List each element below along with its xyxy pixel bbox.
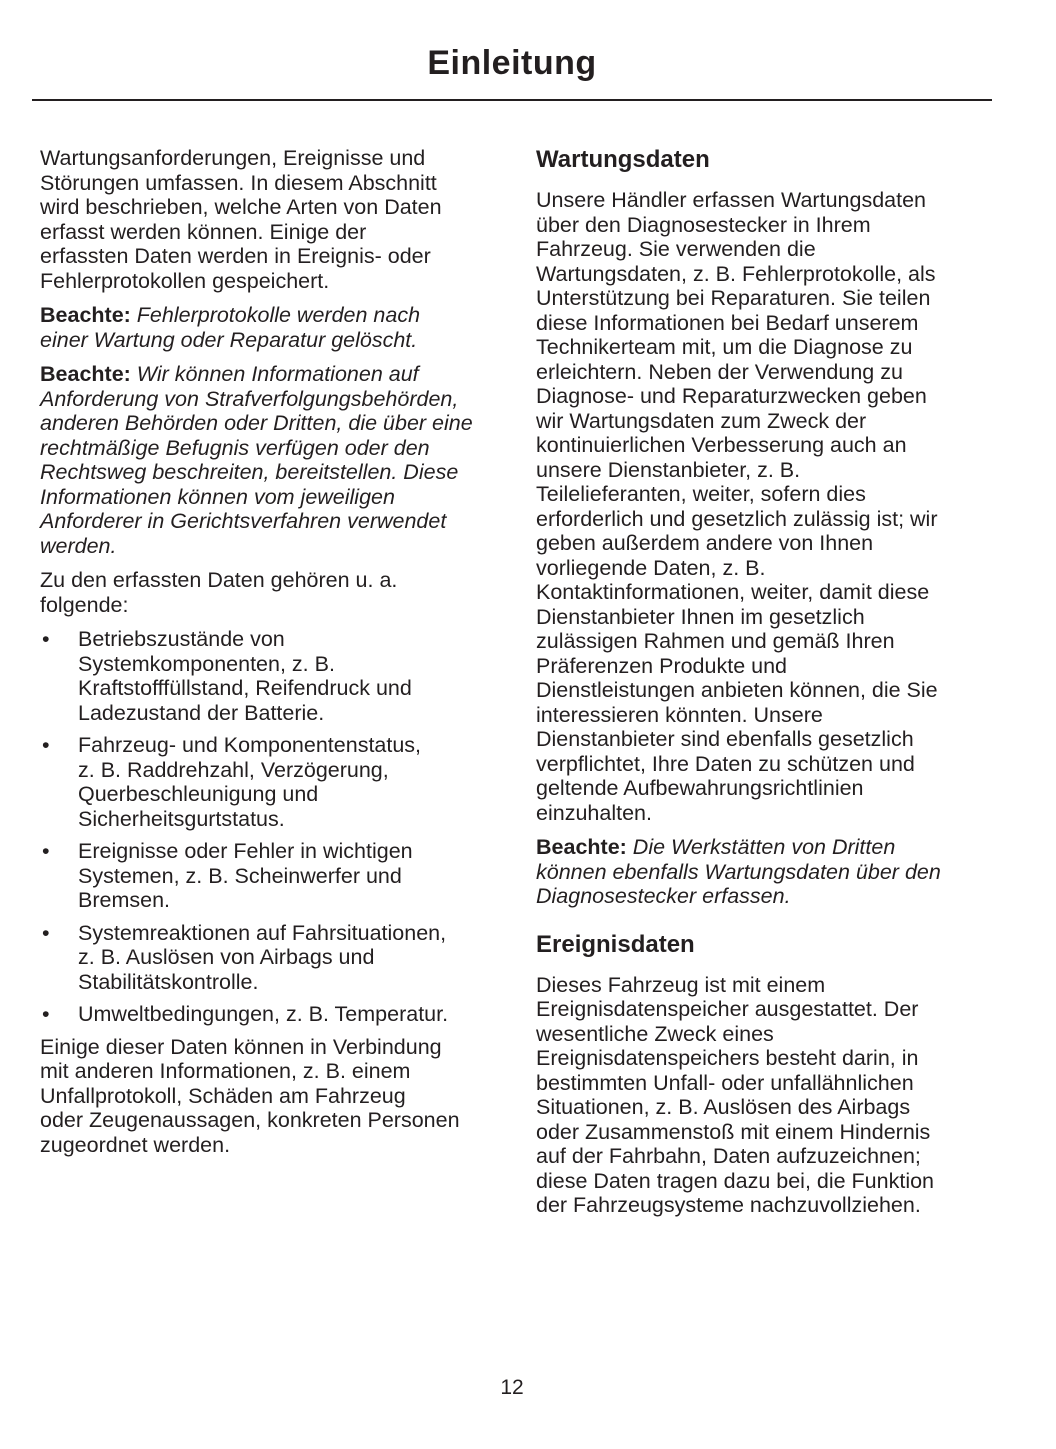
body-paragraph	[40, 1035, 510, 1158]
text-line: zugeordnet werden.	[40, 1132, 231, 1157]
text-line: interessieren könnten. Unsere	[536, 702, 823, 727]
note-text: rechtmäßige Befugnis verfügen oder den	[40, 435, 430, 460]
note-text: Anforderung von Strafverfolgungsbehörden,	[40, 386, 459, 411]
note-line	[40, 362, 510, 387]
text-line: über den Diagnosestecker in Ihrem	[536, 212, 871, 237]
note-line	[40, 436, 510, 461]
body-paragraph	[536, 188, 1006, 825]
note-line	[536, 835, 1006, 860]
bullet-item	[40, 921, 510, 995]
note-label: Beachte:	[40, 362, 131, 386]
note-text: Wir können Informationen auf	[136, 362, 419, 386]
text-line: Teilelieferanten, weiter, sofern dies	[536, 482, 866, 506]
note-line	[40, 534, 510, 559]
note-paragraph	[40, 303, 510, 352]
bullet-line: Querbeschleunigung und	[78, 782, 319, 806]
note-line	[40, 460, 510, 485]
text-line: bestimmten Unfall- oder unfallähnlichen	[536, 1070, 914, 1095]
text-line: Unsere Händler erfassen Wartungsdaten	[536, 188, 926, 212]
left-column	[40, 146, 510, 1167]
text-line: mit anderen Informationen, z. B. einem	[40, 1059, 411, 1083]
note-text: Anforderer in Gerichtsverfahren verwendet	[40, 509, 447, 533]
text-line: Unterstützung bei Reparaturen. Sie teilen	[536, 286, 931, 310]
bullet-icon: •	[42, 733, 50, 757]
bullet-line: Bremsen.	[78, 888, 171, 912]
section-heading: Ereignisdaten	[536, 930, 695, 958]
text-line: oder Zusammenstoß mit einem Hindernis	[536, 1119, 931, 1144]
bullet-line: Fahrzeug- und Komponentenstatus,	[78, 733, 422, 757]
note-paragraph	[536, 835, 1006, 909]
text-line: Dienstleistungen anbieten können, die Sie	[536, 678, 938, 702]
text-line: Wartungsanforderungen, Ereignisse und	[40, 146, 426, 170]
text-line: Zu den erfassten Daten gehören u. a.	[40, 568, 398, 592]
bullet-icon: •	[42, 839, 50, 863]
text-line: erfasst werden können. Einige der	[40, 219, 367, 244]
bullet-line: Ereignisse oder Fehler in wichtigen	[78, 839, 413, 863]
text-line: Ereignisdatenspeicher ausgestattet. Der	[536, 997, 919, 1021]
text-line: oder Zeugenaussagen, konkreten Personen	[40, 1108, 460, 1132]
right-column	[536, 146, 1006, 1228]
text-line: Situationen, z. B. Auslösen des Airbags	[536, 1095, 911, 1119]
text-line: Unfallprotokoll, Schäden am Fahrzeug	[40, 1083, 406, 1108]
text-line: Einige dieser Daten können in Verbindung	[40, 1034, 442, 1059]
note-text: Informationen können vom jeweiligen	[40, 484, 395, 509]
text-line: Präferenzen Produkte und	[536, 653, 787, 678]
note-line	[40, 509, 510, 534]
note-line	[40, 328, 510, 353]
note-text: einer Wartung oder Reparatur gelöscht.	[40, 327, 418, 352]
text-line: Dieses Fahrzeug ist mit einem	[536, 972, 826, 997]
bullet-line: Kraftstofffüllstand, Reifendruck und	[78, 676, 412, 700]
text-line: kontinuierlichen Verbesserung auch an	[536, 433, 907, 457]
note-label: Beachte:	[40, 303, 131, 327]
note-line	[40, 485, 510, 510]
text-line: Diagnose- und Reparaturzwecken geben	[536, 384, 927, 408]
bullet-line: z. B. Auslösen von Airbags und	[78, 945, 375, 969]
note-text: Die Werkstätten von Dritten	[632, 835, 896, 859]
bullet-line: z. B. Raddrehzahl, Verzögerung,	[78, 757, 389, 782]
bullet-line: Systemreaktionen auf Fahrsituationen,	[78, 920, 447, 945]
title-divider	[32, 99, 992, 101]
text-line: Störungen umfassen. In diesem Abschnitt	[40, 170, 437, 195]
text-line: einzuhalten.	[536, 800, 652, 825]
bullet-icon: •	[42, 1002, 50, 1026]
note-paragraph	[40, 362, 510, 558]
text-line: Fehlerprotokollen gespeichert.	[40, 268, 330, 293]
text-line: Fahrzeug. Sie verwenden die	[536, 237, 816, 261]
note-line	[536, 884, 1006, 909]
page-number: 12	[500, 1376, 524, 1399]
note-text: Rechtsweg beschreiten, bereitstellen. Diese	[40, 460, 459, 484]
bullet-line: Systemen, z. B. Scheinwerfer und	[78, 863, 402, 888]
body-paragraph	[40, 568, 510, 617]
text-line: Technikerteam mit, um die Diagnose zu	[536, 335, 913, 359]
page-title: Einleitung	[427, 44, 597, 82]
bullet-icon: •	[42, 627, 50, 651]
bullet-item	[40, 733, 510, 831]
text-line: erfassten Daten werden in Ereignis- oder	[40, 244, 431, 268]
note-text: Fehlerprotokolle werden nach	[136, 303, 421, 327]
bullet-line: Sicherheitsgurtstatus.	[78, 806, 285, 831]
bullet-icon: •	[42, 920, 50, 945]
text-line: geltende Aufbewahrungsrichtlinien	[536, 776, 864, 800]
note-text: werden.	[40, 533, 117, 558]
text-line: Ereignisdatenspeichers besteht darin, in	[536, 1046, 919, 1070]
text-line: diese Daten tragen dazu bei, die Funktion	[536, 1168, 935, 1193]
bullet-item	[40, 1002, 510, 1027]
text-line: diese Informationen bei Bedarf unserem	[536, 310, 919, 335]
text-line: Kontaktinformationen, weiter, damit diese	[536, 580, 930, 604]
text-line: auf der Fahrbahn, Daten aufzuzeichnen;	[536, 1144, 921, 1168]
bullet-item	[40, 627, 510, 725]
note-line	[40, 387, 510, 412]
text-line: erleichtern. Neben der Verwendung zu	[536, 359, 903, 384]
section-heading: Wartungsdaten	[536, 146, 710, 173]
bullet-line: Ladezustand der Batterie.	[78, 700, 325, 725]
text-line: erforderlich und gesetzlich zulässig ist; wir	[536, 506, 938, 531]
text-line: unsere Dienstanbieter, z. B.	[536, 457, 801, 482]
text-line: Dienstanbieter Ihnen im gesetzlich	[536, 604, 865, 629]
note-text: Diagnosestecker erfassen.	[536, 884, 791, 908]
bullet-line: Stabilitätskontrolle.	[78, 969, 259, 994]
note-line	[40, 411, 510, 436]
note-text: können ebenfalls Wartungsdaten über den	[536, 859, 941, 884]
text-line: Wartungsdaten, z. B. Fehlerprotokolle, als	[536, 261, 936, 286]
note-text: anderen Behörden oder Dritten, die über eine	[40, 411, 473, 435]
text-line: wesentliche Zweck eines	[536, 1021, 774, 1046]
text-line: der Fahrzeugsysteme nachzuvollziehen.	[536, 1193, 921, 1217]
text-line: geben außerdem andere von Ihnen	[536, 531, 874, 555]
text-line: Dienstanbieter sind ebenfalls gesetzlich	[536, 727, 914, 751]
note-line	[40, 303, 510, 328]
note-label: Beachte:	[536, 835, 627, 859]
bullet-line: Umweltbedingungen, z. B. Temperatur.	[78, 1002, 449, 1026]
body-paragraph	[40, 146, 510, 293]
body-paragraph	[536, 973, 1006, 1218]
note-line	[536, 860, 1006, 885]
bullet-line: Systemkomponenten, z. B.	[78, 651, 335, 676]
text-line: folgende:	[40, 592, 129, 617]
text-line: wird beschrieben, welche Arten von Daten	[40, 195, 442, 219]
text-line: verpflichtet, Ihre Daten zu schützen und	[536, 751, 915, 776]
bullet-line: Betriebszustände von	[78, 627, 285, 651]
text-line: zulässigen Rahmen und gemäß Ihren	[536, 629, 895, 653]
text-line: vorliegende Daten, z. B.	[536, 555, 766, 580]
bullet-item	[40, 839, 510, 913]
text-line: wir Wartungsdaten zum Zweck der	[536, 408, 867, 433]
